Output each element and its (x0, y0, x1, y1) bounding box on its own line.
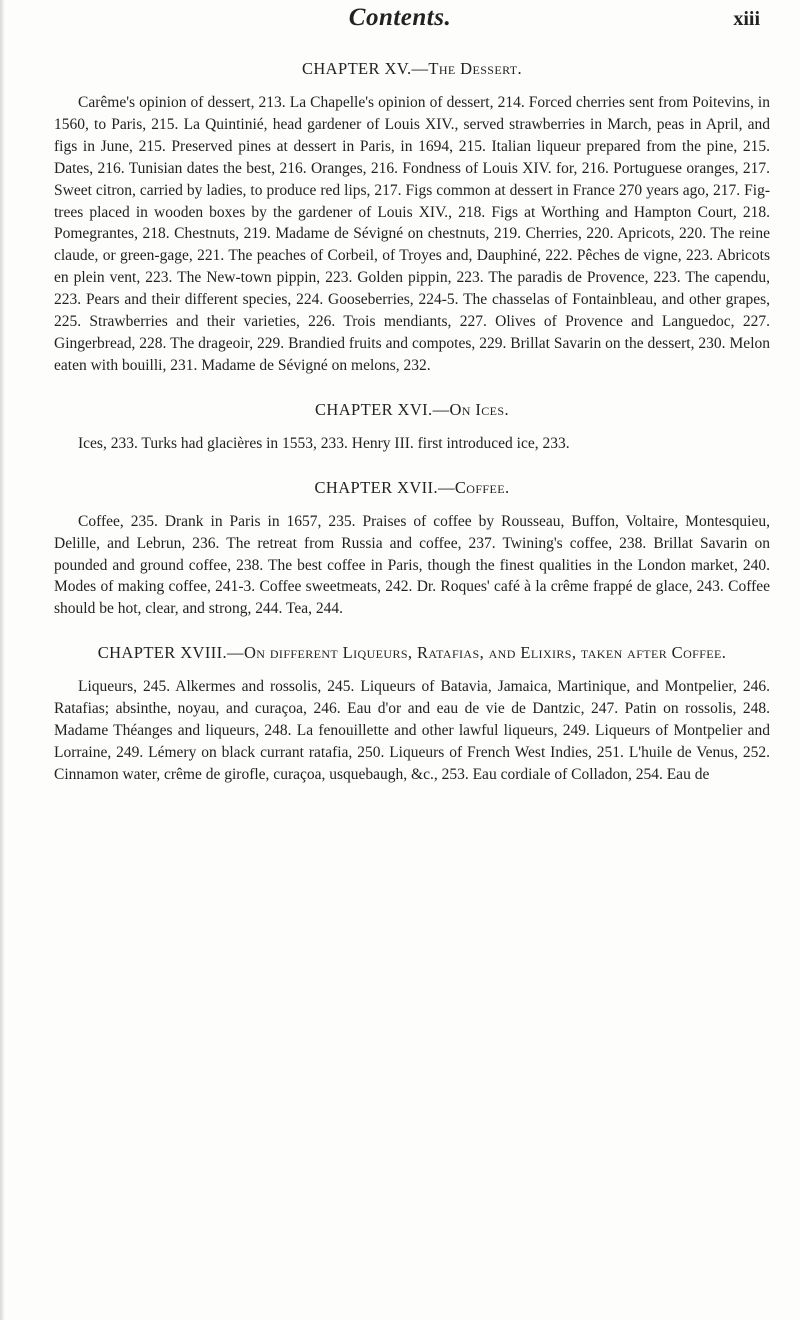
chapter-heading-xv (54, 58, 770, 80)
chapter-summary-xviii: Liqueurs, 245. Alkermes and rossolis, 245. Liqueurs of Batavia, Jamaica, Martinique, and Montpelier, 246. Ratafias; absinthe, noyau, and curaçoa, 246. Eau d'or and eau de vie de Dantzic, 247. Patin on rossolis, 248. Madame Théanges and liqueurs, 248. La fenouillette and other lawful liqueurs, 249. Liqueurs of Montpelier and Lorraine, 249. Lémery on black currant ratafia, 250. Liqueurs of French West Indies, 251. L'huile de Venus, 252. Cinnamon water, crême de girofle, curaçoa, usquebaugh, &c., 253. Eau cordiale of Colladon, 254. Eau de (54, 678, 770, 783)
chapter-title: —On Ices. (432, 399, 509, 419)
chapter-summary-xvii: Coffee, 235. Drank in Paris in 1657, 235. Praises of coffee by Rousseau, Buffon, Voltaire, Montesquieu, Delille, and Lebrun, 236. The retreat from Russia and coffee, 237. Twining's coffee, 238. Brillat Savarin on pounded and ground coffee, 238. The best coffee in Paris, though the finest qualities in the London market, 240. Modes of making coffee, 241-3. Coffee sweetmeats, 242. Dr. Roques' café à la crême frappé de glace, 243. Coffee should be hot, clear, and strong, 244. Tea, 244. (54, 512, 770, 618)
chapter-summary-xvi: Ices, 233. Turks had glacières in 1553, 233. Henry III. first introduced ice, 233. (78, 434, 570, 452)
chapter-summary-xv: Carême's opinion of dessert, 213. La Chapelle's opinion of dessert, 214. Forced cherries sent from Poitevins, in 1560, to Paris, 215. La Quintinié, head gardener of Louis XIV., served strawberries in March, peas in April, and figs in June, 215. Preserved pines at dessert in Paris, in 1694, 215. Italian liqueur prepared from the pine, 215. Dates, 216. Tunisian dates the best, 216. Oranges, 216. Fondness of Louis XIV. for, 216. Portuguese oranges, 217. Sweet citron, carried by ladies, to produce red lips, 217. Figs common at dessert in France 270 years ago, 217. Fig-trees placed in wooden boxes by the gardener of Louis XIV., 218. Figs at Worthing and Hampton Court, 218. Pomegrantes, 218. Chestnuts, 219. Madame de Sévigné on chestnuts, 219. Cherries, 220. Apricots, 220. The reine claude, or green-gage, 221. The peaches of Corbeil, of Troyes and, Dauphiné, 222. Pêches de vigne, 223. Abricots en plein vent, 223. The New-town pippin, 223. Golden pippin, 223. The paradis de Provence, 223. The capendu, 223. Pears and their different species, 224. Gooseberries, 224-5. The chasselas of Fontainbleau, and other grapes, 225. Strawberries and their varieties, 226. Trois mendiants, 227. Olives of Provence and Languedoc, 227. Gingerbread, 228. The drageoir, 229. Brandied fruits and compotes, 229. Brillat Savarin on the dessert, 230. Melon eaten with bouilli, 231. Madame de Sévigné on melons, 232. (54, 94, 770, 374)
running-head (40, 4, 760, 44)
page-number: xiii (733, 8, 760, 30)
chapter-heading-xvi (54, 399, 770, 421)
chapter-title: —Coffee. (437, 477, 510, 497)
chapter-heading-xviii (54, 642, 770, 664)
chapter-number: CHAPTER XV. (301, 59, 412, 78)
chapter-number: CHAPTER XVI. (315, 399, 433, 419)
chapter-number: CHAPTER XVIII. (97, 643, 228, 663)
chapter-number: CHAPTER XVII. (314, 477, 438, 497)
chapter-title: —The Dessert. (411, 59, 523, 78)
page-edge-shadow (0, 0, 5, 1320)
contents-text (54, 58, 770, 808)
chapter-heading-xvii (54, 477, 770, 499)
running-title: Contents. (348, 4, 452, 31)
chapter-title: —On different Liqueurs, Ratafias, and Elixirs, taken after Coffee. (227, 643, 727, 663)
